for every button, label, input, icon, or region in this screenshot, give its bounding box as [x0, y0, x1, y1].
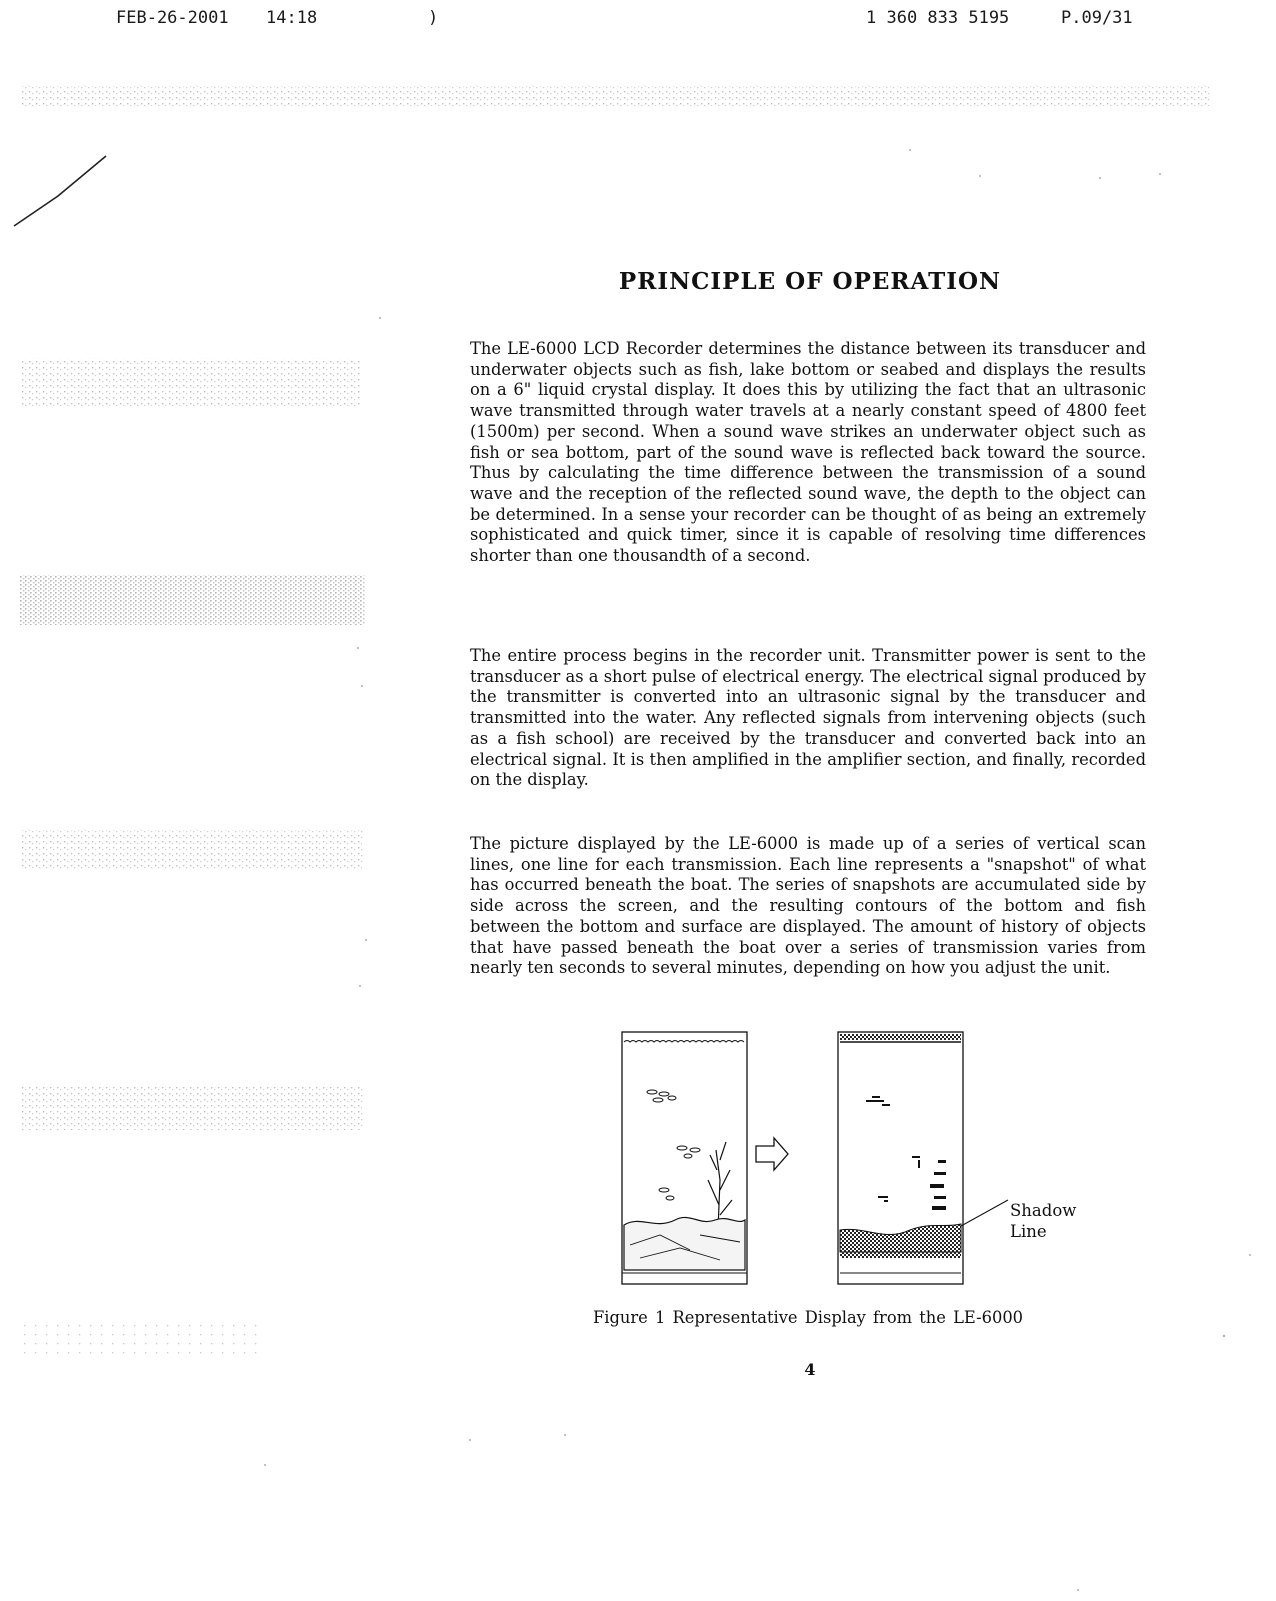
shadow-line-label	[1010, 1200, 1100, 1242]
shadow-label-line2: Line	[1010, 1222, 1047, 1241]
fax-page: P.09/31	[1061, 8, 1133, 28]
page-title: PRINCIPLE OF OPERATION	[618, 268, 1002, 295]
noise-block-1	[20, 358, 360, 406]
paragraph-2: The entire process begins in the recorder unit. Transmitter power is sent to the transducer as a short pulse of electrical energy. The electrical signal produced by the transmitter is converted into an ultrasonic signal by the transducer and transmitted into the water. Any reflected signals from intervening objects (such as a fish school) are received by the transducer and converted back into an electrical signal. It is then amplified in the amplifier section, and finally, recorded on the display.	[470, 646, 1146, 790]
fax-time: 14:18	[266, 8, 318, 28]
paragraph-1: The LE-6000 LCD Recorder determines the distance between its transducer and underwater objects such as fish, lake bottom or seabed and displays the results on a 6" liquid crystal display. It does this by utilizing the fact that an ultrasonic wave transmitted through water travels at a nearly constant speed of 4800 feet (1500m) per second. When a sound wave strikes an underwater object such as fish or sea bottom, part of the sound wave is reflected back toward the source. Thus by calculating the time difference between the transmission of a sound wave and the reception of the reflected sound wave, the depth to the object can be determined. In a sense your recorder can be thought of as being an extremely sophisticated and quick timer, since it is capable of resolving time differences shorter than one thousandth of a second.	[470, 339, 1146, 566]
figure-1-illustration	[620, 1030, 1100, 1300]
noise-block-4	[20, 1085, 365, 1130]
fax-marker: )	[428, 8, 439, 28]
pen-stroke	[14, 156, 106, 226]
fish-icon	[647, 1090, 700, 1200]
noise-block-3	[20, 830, 365, 870]
water-surface	[624, 1041, 744, 1043]
shadow-label-line1: Shadow	[1010, 1201, 1077, 1220]
seaweed-icon	[708, 1142, 732, 1230]
noise-band-top	[20, 86, 1210, 106]
fax-date: FEB-26-2001	[116, 8, 229, 28]
shadow-line-pointer	[961, 1200, 1008, 1226]
paragraph-3: The picture displayed by the LE-6000 is made up of a series of vertical scan lines, one line for each transmission. Each line represents a "snapshot" of what has occurred beneath the boat. The series of snapshots are accumulated side by side across the screen, and the resulting contours of the bottom and fish between the bottom and surface are displayed. The amount of history of objects that have passed beneath the boat over a series of transmission varies from nearly ten seconds to several minutes, depending on how you adjust the unit.	[470, 834, 1146, 978]
scene-panel	[622, 1032, 747, 1284]
noise-block-2	[20, 575, 365, 625]
bottom-echo	[840, 1224, 961, 1252]
page-number: 4	[804, 1360, 816, 1379]
display-panel	[838, 1032, 1008, 1284]
fish-echoes	[866, 1096, 946, 1210]
fax-phone: 1 360 833 5195	[866, 8, 1010, 28]
lake-bottom	[624, 1217, 745, 1270]
figure-caption: Figure 1 Representative Display from the LE-6000	[592, 1308, 1024, 1327]
arrow-icon	[756, 1138, 788, 1170]
noise-block-5	[20, 1325, 260, 1355]
